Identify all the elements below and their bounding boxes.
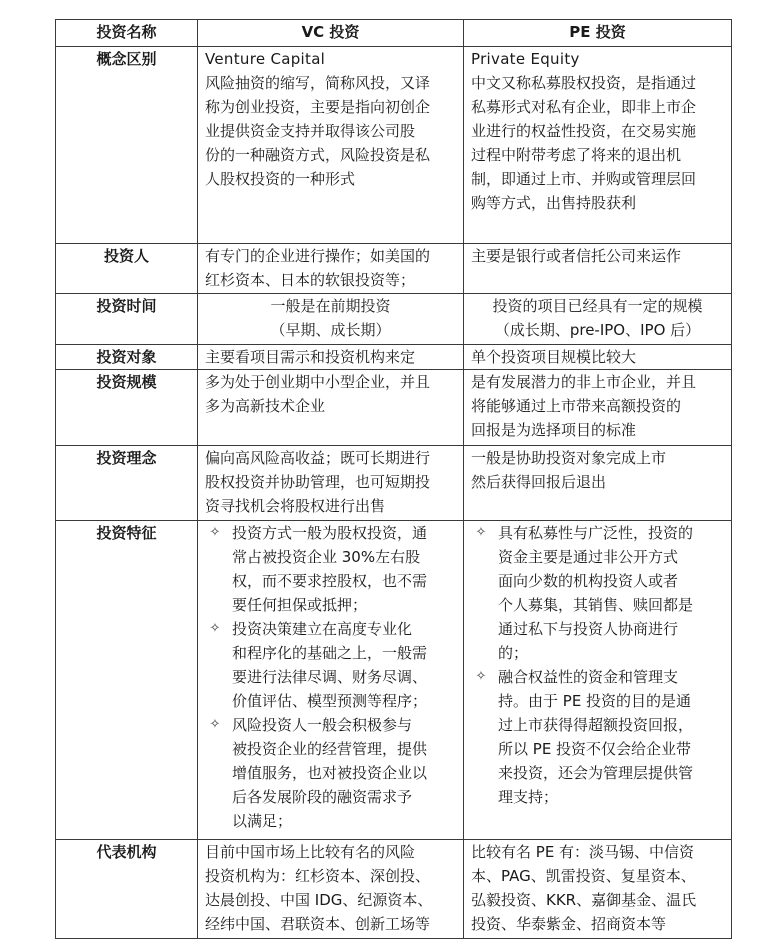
cell-line: 制，即通过上市、并购或管理层回 [471,170,697,188]
list-item [471,665,731,809]
row-label: 概念区别 [56,47,198,244]
cell-line: 有专门的企业进行操作；如美国的 [205,247,431,265]
row-label: 投资对象 [56,345,198,370]
bullet-list [205,521,463,833]
vc-cell [198,345,464,370]
cell-line: 经纬中国、君联资本、创新工场等 [205,915,431,933]
vc-cell [198,294,464,345]
table-row [56,47,732,244]
table-row [56,446,732,521]
cell-line: 增值服务，也对被投资企业以 [232,764,428,782]
cell-line: 购等方式，出售持股获利 [471,194,637,212]
row-label: 投资规模 [56,370,198,446]
cell-line: 比较有名 PE 有：淡马锡、中信资 [471,843,695,861]
vc-cell [198,840,464,939]
cell-line: 然后获得回报后退出 [471,473,607,491]
cell-line: 红杉资本、日本的软银投资等； [205,271,416,289]
cell-line: （成长期、pre-IPO、IPO 后） [494,321,701,339]
cell-line: 要进行法律尽调、财务尽调、 [232,668,428,686]
list-item [205,617,463,713]
cell-line: 资寻找机会将股权进行出售 [205,497,386,515]
list-item [205,521,463,617]
cell-line: 中文又称私募股权投资，是指通过 [471,74,697,92]
cell-line: 过程中附带考虑了将来的退出机 [471,146,682,164]
cell-line: 将能够通过上市带来高额投资的 [471,397,682,415]
cell-line: 弘毅投资、KKR、嘉御基金、温氏 [471,891,697,909]
pe-cell [464,840,732,939]
cell-line: 目前中国市场上比较有名的风险 [205,843,416,861]
header-name: 投资名称 [56,20,198,47]
cell-line: 投资、华泰紫金、招商资本等 [471,915,667,933]
cell-line: 投资方式一般为股权投资，通 [232,524,428,542]
vc-cell [198,244,464,294]
diamond-bullet-icon: ✧ [209,621,221,636]
row-label: 投资人 [56,244,198,294]
cell-line: 私募形式对私有企业，即非上市企 [471,98,697,116]
cell-line: 达晨创投、中国 IDG、纪源资本、 [205,891,433,909]
header-vc: VC 投资 [198,20,464,47]
cell-line: 是有发展潜力的非上市企业，并且 [471,373,697,391]
list-item [205,713,463,833]
cell-line: Private Equity [471,50,580,68]
cell-line: 主要看项目需示和投资机构来定 [205,348,416,366]
table-row [56,521,732,840]
table-row [56,370,732,446]
bullet-list [471,521,731,809]
table-row [56,840,732,939]
vc-cell [198,370,464,446]
table-row [56,345,732,370]
pe-cell [464,345,732,370]
cell-line: 多为高新技术企业 [205,397,326,415]
vc-cell [198,446,464,521]
row-label: 投资时间 [56,294,198,345]
cell-line: 的； [498,644,529,662]
pe-cell [464,521,732,840]
pe-cell [464,294,732,345]
cell-line: 投资机构为：红杉资本、深创投、 [205,867,431,885]
cell-line: 本、PAG、凯雷投资、复星资本、 [471,867,696,885]
diamond-bullet-icon: ✧ [475,669,487,684]
diamond-bullet-icon: ✧ [475,525,487,540]
cell-line: Venture Capital [205,50,326,68]
table-row [56,244,732,294]
cell-line: 具有私募性与广泛性，投资的 [498,524,694,542]
comparison-table [55,19,732,939]
cell-line: 风险投资人一般会积极参与 [232,716,413,734]
row-label: 投资理念 [56,446,198,521]
cell-line: 以满足； [232,812,293,830]
cell-line: 资金主要是通过非公开方式 [498,548,679,566]
cell-line: 业提供资金支持并取得该公司股 [205,122,416,140]
pe-cell [464,370,732,446]
table-row [56,294,732,345]
cell-line: 风险抽资的缩写，简称风投，又译 [205,74,431,92]
cell-line: 单个投资项目规模比较大 [471,348,637,366]
cell-line: 理支持； [498,788,559,806]
cell-line: 投资的项目已经具有一定的规模 [492,297,703,315]
cell-line: 回报是为选择项目的标准 [471,421,637,439]
cell-line: 个人募集，其销售、赎回都是 [498,596,694,614]
cell-line: 人股权投资的一种形式 [205,170,356,188]
cell-line: 一般是协助投资对象完成上市 [471,449,667,467]
cell-line: 要任何担保或抵押； [232,596,368,614]
cell-line: 常占被投资企业 30%左右股 [232,548,421,566]
vc-cell [198,521,464,840]
pe-cell [464,244,732,294]
diamond-bullet-icon: ✧ [209,525,221,540]
pe-cell [464,47,732,244]
header-pe: PE 投资 [464,20,732,47]
row-label: 投资特征 [56,521,198,840]
cell-line: 一般是在前期投资 [270,297,391,315]
cell-line: 后各发展阶段的融资需求予 [232,788,413,806]
row-label: 代表机构 [56,840,198,939]
cell-line: 业进行的权益性投资，在交易实施 [471,122,697,140]
list-item [471,521,731,665]
cell-line: （早期、成长期） [270,321,391,339]
cell-line: 偏向高风险高收益；既可长期进行 [205,449,431,467]
cell-line: 通过私下与投资人协商进行 [498,620,679,638]
diamond-bullet-icon: ✧ [209,717,221,732]
cell-line: 所以 PE 投资不仅会给企业带 [498,740,692,758]
vc-cell [198,47,464,244]
cell-line: 份的一种融资方式，风险投资是私 [205,146,431,164]
cell-line: 多为处于创业期中小型企业，并且 [205,373,431,391]
pe-cell [464,446,732,521]
cell-line: 股权投资并协助管理，也可短期投 [205,473,431,491]
cell-line: 称为创业投资，主要是指向初创企 [205,98,431,116]
cell-line: 被投资企业的经营管理，提供 [232,740,428,758]
cell-line: 投资决策建立在高度专业化 [232,620,413,638]
header-row [56,20,732,47]
cell-line: 和程序化的基础之上，一般需 [232,644,428,662]
cell-line: 权，而不要求控股权，也不需 [232,572,428,590]
cell-line: 价值评估、模型预测等程序； [232,692,428,710]
cell-line: 融合权益性的资金和管理支 [498,668,679,686]
cell-line: 过上市获得得超额投资回报， [498,716,694,734]
cell-line: 来投资，还会为管理层提供管 [498,764,694,782]
cell-line: 主要是银行或者信托公司来运作 [471,247,682,265]
cell-line: 持。由于 PE 投资的目的是通 [498,692,692,710]
cell-line: 面向少数的机构投资人或者 [498,572,679,590]
